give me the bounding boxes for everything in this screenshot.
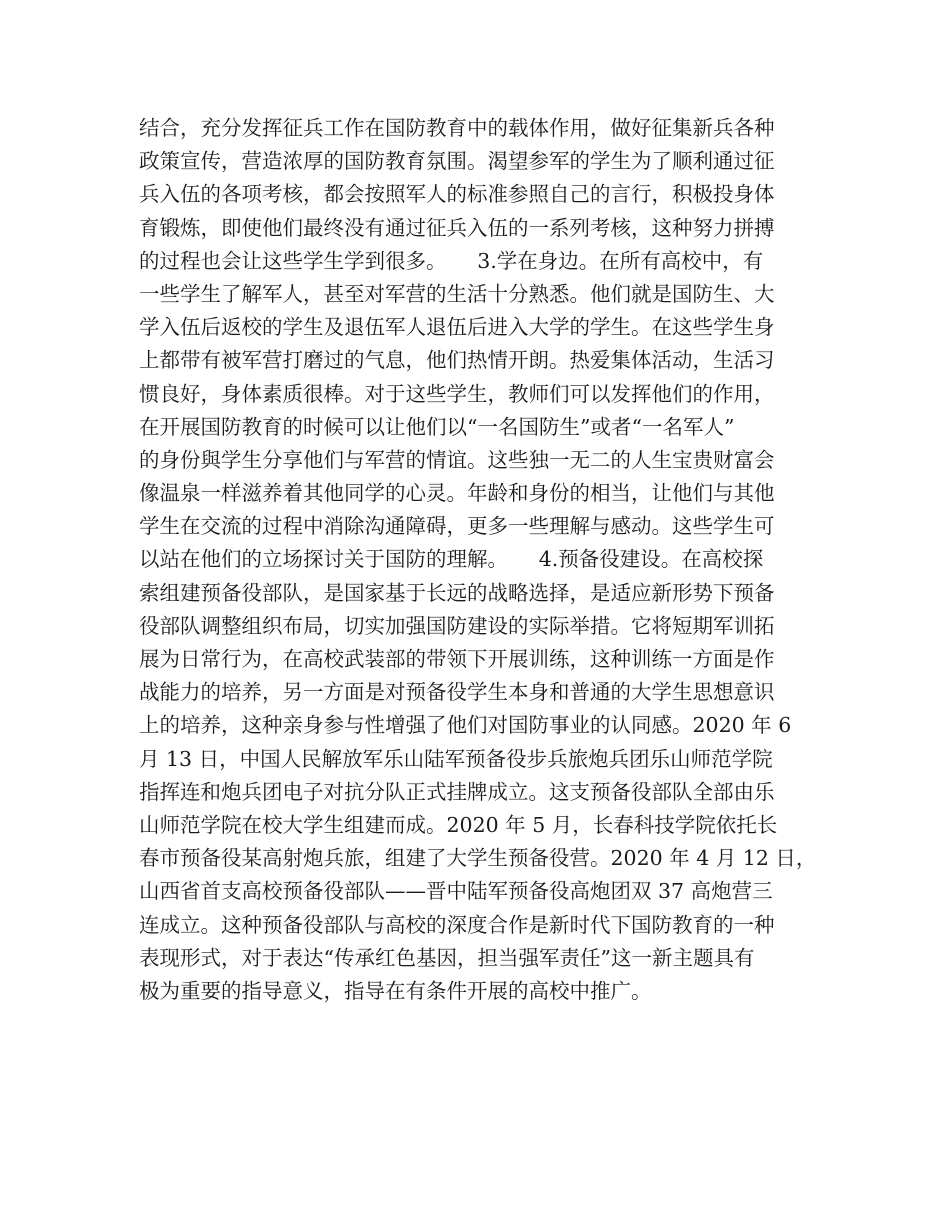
text-line-8: 上都带有被军营打磨过的气息，他们热情开朗。热爱集体活动，生活习 [139, 348, 775, 373]
text-line-2: 政策宣传，营造浓厚的国防教育氛围。渴望参军的学生为了顺利通过征 [139, 149, 775, 174]
text-line-15: 索组建预备役部队，是国家基于长远的战略选择，是适应新形势下预备 [139, 580, 775, 605]
text-line-3: 兵入伍的各项考核，都会按照军人的标准参照自己的言行，积极投身体 [139, 182, 775, 207]
text-line-23: 春市预备役某高射炮兵旅，组建了大学生预备役营。2020 年 4 月 12 日， [139, 846, 817, 871]
text-line-17: 展为日常行为，在高校武装部的带领下开展训练，这种训练一方面是作 [139, 647, 775, 671]
text-line-9: 惯良好，身体素质很棒。对于这些学生，教师们可以发挥他们的作用， [139, 381, 775, 406]
text-line-1: 结合，充分发挥征兵工作在国防教育中的载体作用，做好征集新兵各种 [139, 116, 775, 140]
text-line-21: 指挥连和炮兵团电子对抗分队正式挂牌成立。这支预备役部队全部由乐 [139, 779, 775, 804]
text-line-27: 极为重要的指导意义，指导在有条件开展的高校中推广。 [139, 978, 652, 1003]
text-line-18: 战能力的培养，另一方面是对预备役学生本身和普通的大学生思想意识 [139, 680, 775, 705]
text-line-16: 役部队调整组织布局，切实加强国防建设的实际举措。它将短期军训拓 [139, 613, 775, 638]
body-text [139, 112, 829, 1008]
text-line-4: 育锻炼，即使他们最终没有通过征兵入伍的一系列考核，这种努力拼搏 [139, 215, 775, 240]
text-line-25: 连成立。这种预备役部队与高校的深度合作是新时代下国防教育的一种 [139, 912, 775, 937]
text-line-22: 山师范学院在校大学生组建而成。2020 年 5 月，长春科技学院依托长 [139, 812, 778, 837]
text-line-26: 表现形式，对于表达“传承红色基因，担当强军责任”这一新主题具有 [139, 945, 755, 970]
text-line-24: 山西省首支高校预备役部队——晋中陆军预备役高炮团双 37 高炮营三 [139, 879, 773, 904]
text-line-10: 在开展国防教育的时候可以让他们以“一名国防生”或者“一名军人” [139, 414, 735, 439]
text-line-6: 一些学生了解军人，甚至对军营的生活十分熟悉。他们就是国防生、大 [139, 281, 775, 306]
text-line-11: 的身份與学生分享他们与军营的情谊。这些独一无二的人生宝贵财富会 [139, 447, 775, 472]
text-line-5: 的过程也会让这些学生学到很多。 3.学在身边。在所有高校中，有 [139, 248, 764, 273]
text-line-19: 上的培养，这种亲身参与性增强了他们对国防事业的认同感。2020 年 6 [139, 713, 792, 738]
text-line-20: 月 13 日，中国人民解放军乐山陆军预备役步兵旅炮兵团乐山师范学院 [139, 746, 773, 771]
text-line-13: 学生在交流的过程中消除沟通障碍，更多一些理解与感动。这些学生可 [139, 514, 775, 539]
text-line-7: 学入伍后返校的学生及退伍军人退伍后进入大学的学生。在这些学生身 [139, 315, 775, 340]
text-line-12: 像温泉一样滋养着其他同学的心灵。年龄和身份的相当，让他们与其他 [139, 481, 775, 506]
text-line-14: 以站在他们的立场探讨关于国防的理解。 4.预备役建设。在高校探 [139, 547, 764, 572]
